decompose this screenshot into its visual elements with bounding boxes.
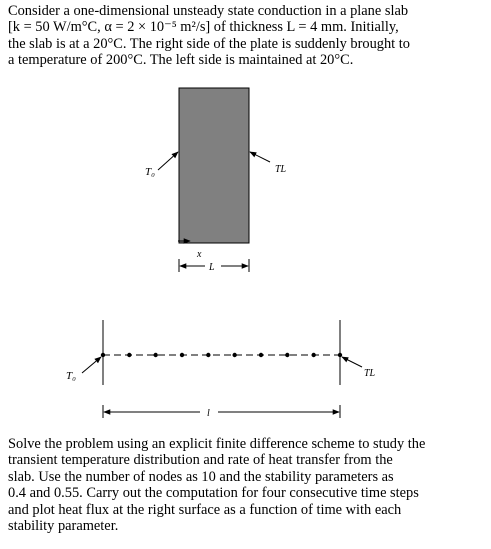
node-point — [206, 353, 210, 357]
slab — [179, 88, 249, 243]
node-point — [259, 353, 263, 357]
node-point — [311, 353, 315, 357]
task-line-3: slab. Use the number of nodes as 10 and the stability parameters as — [8, 468, 394, 485]
task-statement — [8, 436, 476, 534]
slab-right-label: TL — [275, 164, 287, 175]
statement-line-1: Consider a one-dimensional unsteady state conduction in a plane slab — [8, 3, 409, 19]
statement-line-4: a temperature of 200°C. The left side is maintained at 20°C. — [8, 52, 354, 69]
statement-line-2: [k = 50 W/m°C, α = 2 × 10⁻⁵ m²/s] of thickness L = 4 mm. Initially, — [8, 19, 399, 36]
task-line-5: and plot heat flux at the right surface as a function of time with each — [8, 501, 402, 518]
task-line-6: stability parameter. — [8, 518, 119, 535]
node-point — [285, 353, 289, 357]
x-label: x — [197, 249, 202, 260]
node-right-arrow — [342, 357, 362, 367]
left-temp-arrow — [158, 152, 178, 170]
task-line-4: 0.4 and 0.55. Carry out the computation for four consecutive time steps — [8, 485, 419, 502]
node-left-label: T₀ — [66, 370, 76, 382]
node-point — [127, 353, 131, 357]
length-label: l — [207, 408, 210, 419]
node-point — [180, 353, 184, 357]
node-point — [101, 353, 105, 357]
node-point — [232, 353, 236, 357]
node-point — [153, 353, 157, 357]
statement-line-3: the slab is at a 20°C. The right side of the plate is suddenly brought to — [8, 35, 410, 52]
node-point — [338, 353, 342, 357]
node-figure — [66, 320, 376, 419]
slab-left-label: T₀ — [145, 166, 155, 178]
node-right-label: TL — [364, 368, 376, 379]
thickness-label: L — [209, 262, 215, 273]
right-temp-arrow — [250, 152, 270, 162]
slab-figure — [145, 88, 287, 273]
node-left-arrow — [82, 357, 101, 373]
task-line-2: transient temperature distribution and rate of heat transfer from the — [8, 452, 393, 469]
task-line-1: Solve the problem using an explicit finite difference scheme to study the — [8, 436, 426, 452]
